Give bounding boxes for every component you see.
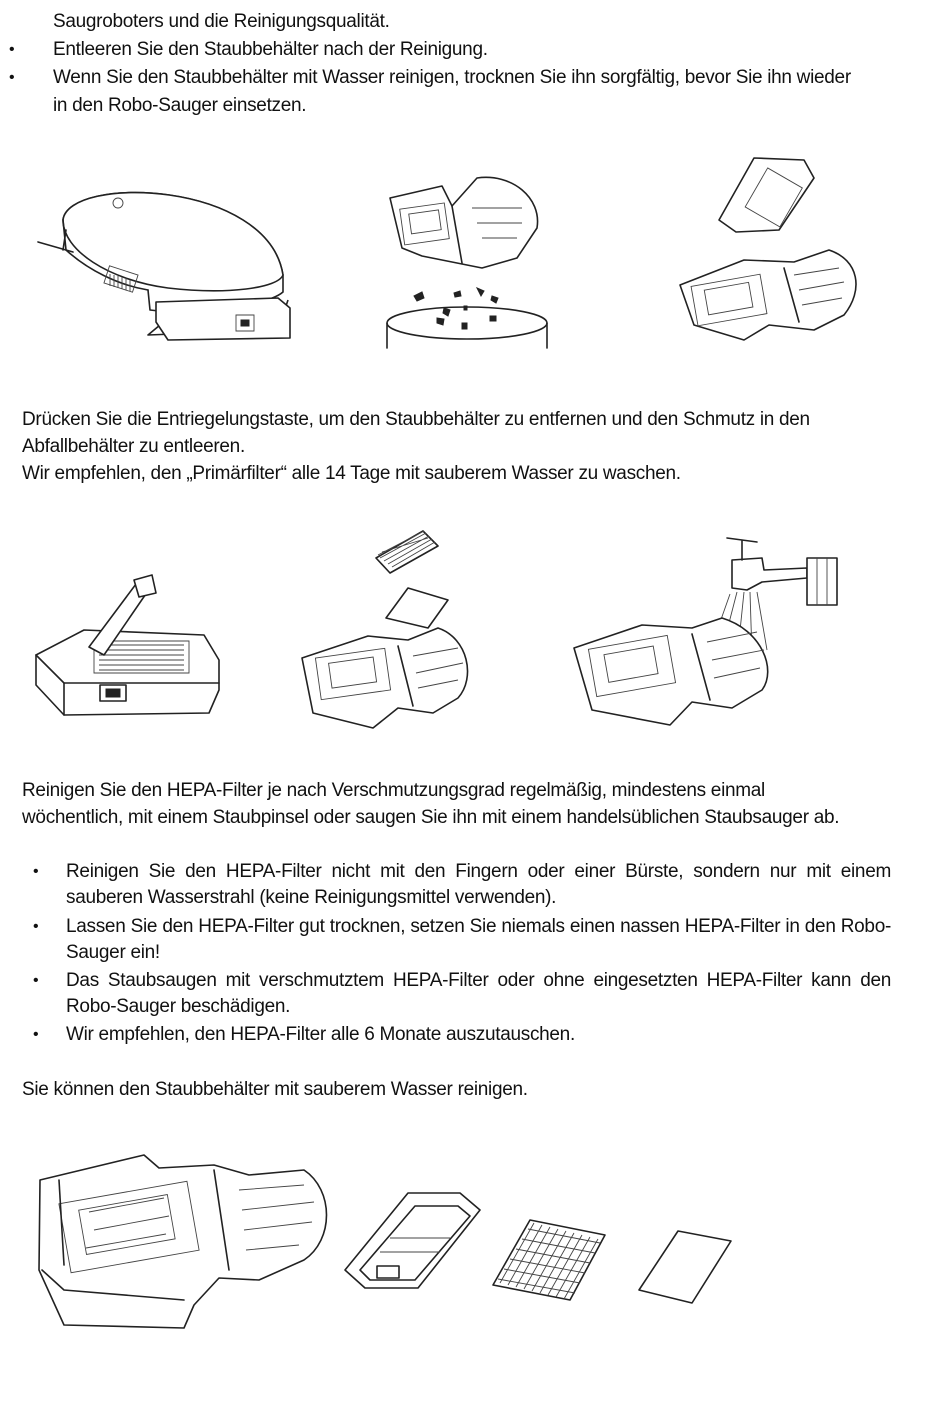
closing-text: Sie können den Staubbehälter mit sauberem Wasser reinigen. xyxy=(22,1079,528,1100)
section2-line-1: Reinigen Sie den HEPA-Filter je nach Verschmutzungsgrad regelmäßig, mindestens einmal xyxy=(22,780,765,801)
bullet-symbol: • xyxy=(33,1026,39,1043)
dustbin-lid-open-icon xyxy=(34,575,224,720)
bullet-symbol: • xyxy=(33,863,39,880)
hepa-filter-icon xyxy=(490,1215,610,1305)
hepa-bullet-4: Wir empfehlen, den HEPA-Filter alle 6 Monate auszutauschen. xyxy=(66,1024,575,1045)
dustbin-emptying-icon xyxy=(382,168,552,348)
sponge-filter-icon xyxy=(636,1228,736,1308)
top-bullet-2-cont: in den Robo-Sauger einsetzen. xyxy=(53,95,307,116)
filter-layers-icon xyxy=(298,528,478,743)
section1-line-3: Wir empfehlen, den „Primärfilter“ alle 14 Tage mit sauberem Wasser zu waschen. xyxy=(22,463,681,484)
bullet-symbol: • xyxy=(9,41,15,58)
hepa-bullet-1: Reinigen Sie den HEPA-Filter nicht mit den Fingern oder einer Bürste, sondern nur mit einem sauberen Wasserstrahl (keine Reinigungsmittel verwenden). xyxy=(66,861,891,908)
robot-vacuum-icon xyxy=(28,160,300,350)
section1-line-2: Abfallbehälter zu entleeren. xyxy=(22,436,245,457)
primary-filter-frame-icon xyxy=(340,1188,490,1298)
hepa-bullet-2: Lassen Sie den HEPA-Filter gut trocknen, setzen Sie niemals einen nassen HEPA-Filter in den Robo-Sauger ein! xyxy=(66,916,891,963)
section2-line-2: wöchentlich, mit einem Staubpinsel oder saugen Sie ihn mit einem handelsüblichen Staubsauger ab. xyxy=(22,807,840,828)
dustbin-open-icon xyxy=(34,1130,334,1330)
bullet-symbol: • xyxy=(9,69,15,86)
bullet-symbol: • xyxy=(33,918,39,935)
section1-line-1: Drücken Sie die Entriegelungstaste, um den Staubbehälter zu entfernen und den Schmutz in den xyxy=(22,409,810,430)
top-bullet-2: Wenn Sie den Staubbehälter mit Wasser reinigen, trocknen Sie ihn sorgfältig, bevor Sie ihn wieder xyxy=(53,67,851,88)
dustbin-filter-removal-icon xyxy=(674,150,864,350)
continuation-text: Saugroboters und die Reinigungsqualität. xyxy=(53,11,390,32)
hepa-bullet-3: Das Staubsaugen mit verschmutztem HEPA-Filter oder ohne eingesetzten HEPA-Filter kann den Robo-Sauger beschädigen. xyxy=(66,970,891,1017)
top-bullet-1: Entleeren Sie den Staubbehälter nach der Reinigung. xyxy=(53,39,488,60)
dustbin-rinse-tap-icon xyxy=(572,530,842,745)
bullet-symbol: • xyxy=(33,972,39,989)
